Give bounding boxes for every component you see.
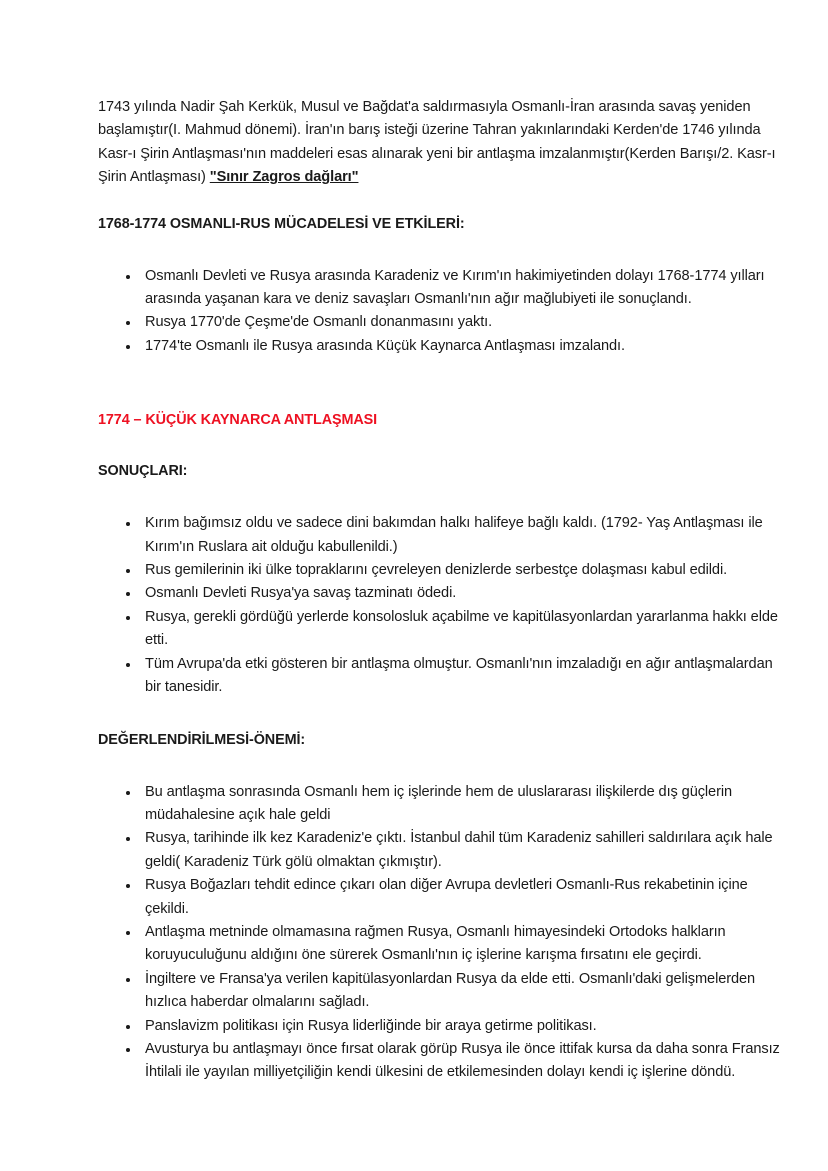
bullet-list-degerlendirilmesi: [98, 781, 780, 1085]
list-item: Osmanlı Devleti ve Rusya arasında Karadeniz ve Kırım'ın hakimiyetinden dolayı 1768-1774 yılları arasında yaşanan kara ve deniz savaşları Osmanlı'nın ağır mağlubiyeti ile sonuçlandı.: [98, 265, 780, 312]
bullet-list-rus-mucadelesi: [98, 265, 780, 359]
list-item: Avusturya bu antlaşmayı önce fırsat olarak görüp Rusya ile önce ittifak kursa da daha sonra Fransız İhtilali ile yayılan milliyetçiliğin kendi ülkesini de etkilemesinden dolayı kendi iç işlerine döndü.: [98, 1038, 780, 1085]
intro-paragraph-text: 1743 yılında Nadir Şah Kerkük, Musul ve Bağdat'a saldırmasıyla Osmanlı-İran arasında savaş yeniden başlamıştır(I. Mahmud dönemi). İran'ın barış isteği üzerine Tahran yakınlarındaki Kerden'de 1746 yılında Kasr-ı Şirin Antlaşması'nın maddeleri esas alınarak yeni bir antlaşma imzalanmıştır(Kerden Barışı/2. Kasr-ı Şirin Antlaşması): [98, 99, 776, 186]
heading-rus-mucadelesi: 1768-1774 OSMANLI-RUS MÜCADELESİ VE ETKİLERİ:: [98, 215, 465, 232]
list-item: İngiltere ve Fransa'ya verilen kapitülasyonlardan Rusya da elde etti. Osmanlı'daki gelişmelerden hızlıca haberdar olmalarını sağladı.: [98, 968, 780, 1015]
list-item: Rusya, gerekli gördüğü yerlerde konsolosluk açabilme ve kapitülasyonlardan yararlanma hakkı elde etti.: [98, 606, 780, 653]
list-item: Osmanlı Devleti Rusya'ya savaş tazminatı ödedi.: [98, 582, 780, 605]
list-item: Kırım bağımsız oldu ve sadece dini bakımdan halkı halifeye bağlı kaldı. (1792- Yaş Antlaşması ile Kırım'ın Ruslara ait olduğu kabullenildi.): [98, 512, 780, 559]
spacer: [98, 751, 780, 781]
intro-paragraph-emphasis: "Sınır Zagros dağları": [209, 169, 359, 186]
spacer: [98, 482, 780, 512]
bullet-list-sonuclari: [98, 512, 780, 699]
spacer: [98, 700, 780, 730]
heading-sonuclari: SONUÇLARI:: [98, 463, 188, 480]
spacer: [98, 235, 780, 265]
heading-degerlendirilmesi: DEĞERLENDİRİLMESİ-ÖNEMİ:: [98, 731, 306, 748]
intro-paragraph: [98, 96, 780, 190]
spacer: [98, 431, 780, 461]
spacer: [98, 190, 780, 214]
heading-kucuk-kaynarca: 1774 – KÜÇÜK KAYNARCA ANTLAŞMASI: [98, 412, 378, 429]
list-item: 1774'te Osmanlı ile Rusya arasında Küçük Kaynarca Antlaşması imzalandı.: [98, 335, 780, 358]
list-item: Tüm Avrupa'da etki gösteren bir antlaşma olmuştur. Osmanlı'nın imzaladığı en ağır antlaşmalardan bir tanesidir.: [98, 653, 780, 700]
list-item: Bu antlaşma sonrasında Osmanlı hem iç işlerinde hem de uluslararası ilişkilerde dış güçlerin müdahalesine açık hale geldi: [98, 781, 780, 828]
list-item: Rus gemilerinin iki ülke topraklarını çevreleyen denizlerde serbestçe dolaşması kabul edildi.: [98, 559, 780, 582]
list-item: Rusya, tarihinde ilk kez Karadeniz'e çıktı. İstanbul dahil tüm Karadeniz sahilleri saldırılara açık hale geldi( Karadeniz Türk gölü olmaktan çıkmıştır).: [98, 827, 780, 874]
list-item: Rusya Boğazları tehdit edince çıkarı olan diğer Avrupa devletleri Osmanlı-Rus rekabetinin içine çekildi.: [98, 874, 780, 921]
document-content: [98, 96, 780, 1085]
list-item: Rusya 1770'de Çeşme'de Osmanlı donanmasını yaktı.: [98, 311, 780, 334]
list-item: Panslavizm politikası için Rusya liderliğinde bir araya getirme politikası.: [98, 1015, 780, 1038]
list-item: Antlaşma metninde olmamasına rağmen Rusya, Osmanlı himayesindeki Ortodoks halkların koruyuculuğunu aldığını öne sürerek Osmanlı'nın iç işlerine karışma fırsatını ele geçirdi.: [98, 921, 780, 968]
spacer: [98, 358, 780, 410]
